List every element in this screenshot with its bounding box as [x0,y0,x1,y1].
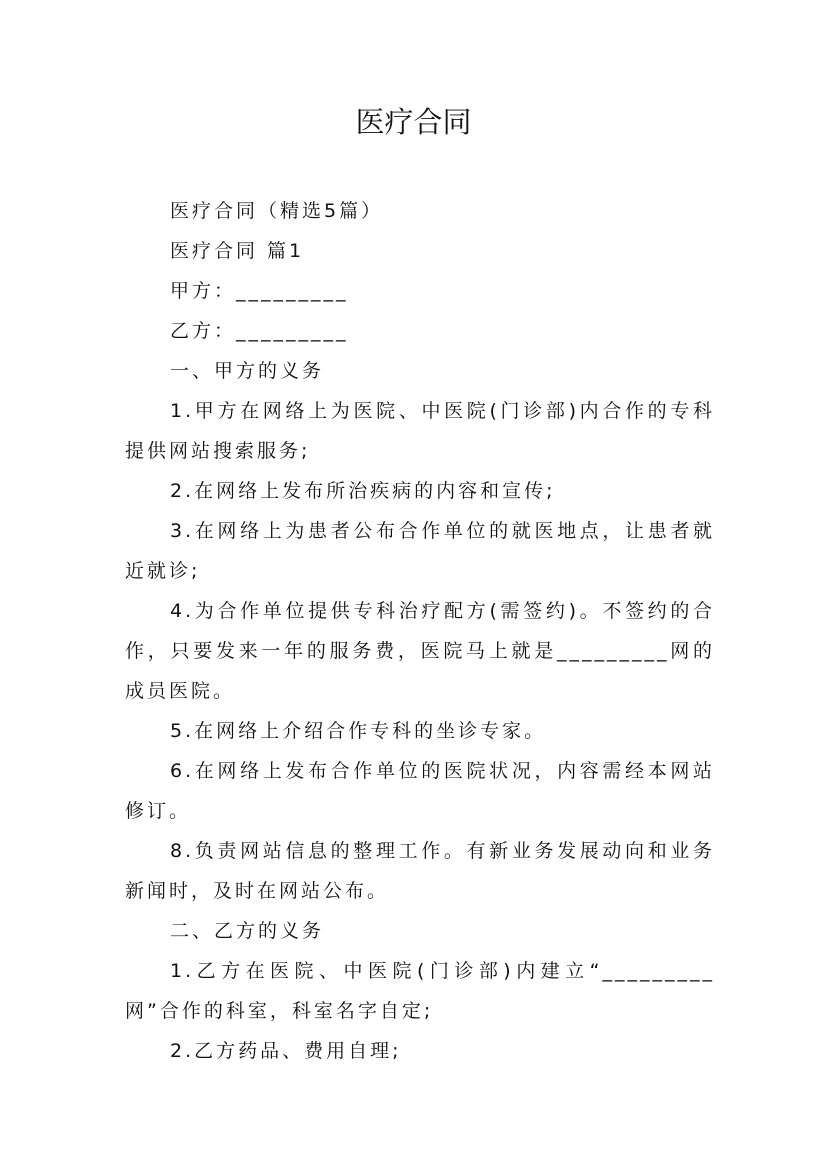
paragraph: 1.乙方在医院、中医院(门诊部)内建立“_________网”合作的科室，科室名字自定; [125,960,715,1022]
paragraph: 4.为合作单位提供专科治疗配方(需签约)。不签约的合作，只要发来一年的服务费，医院马上就是_________网的成员医院。 [125,600,715,702]
paragraph: 甲方：_________ [170,280,349,302]
paragraph: 8.负责网站信息的整理工作。有新业务发展动向和业务新闻时，及时在网站公布。 [125,840,715,902]
paragraph: 3.在网络上为患者公布合作单位的就医地点，让患者就近就诊; [125,520,715,582]
document-body [125,191,715,1071]
paragraph: 乙方：_________ [170,320,349,342]
paragraph: 医疗合同（精选5篇） [170,200,384,222]
paragraph: 一、甲方的义务 [170,360,325,382]
paragraph: 5.在网络上介绍合作专科的坐诊专家。 [170,720,547,742]
paragraph: 2.乙方药品、费用自理; [170,1040,402,1062]
paragraph: 1.甲方在网络上为医院、中医院(门诊部)内合作的专科提供网站搜索服务; [125,400,715,462]
paragraph: 6.在网络上发布合作单位的医院状况，内容需经本网站修订。 [125,760,715,822]
paragraph: 医疗合同 篇1 [170,240,305,262]
document-title: 医疗合同 [355,105,472,139]
paragraph: 2.在网络上发布所治疾病的内容和宣传; [170,480,556,502]
paragraph: 二、乙方的义务 [170,920,325,942]
